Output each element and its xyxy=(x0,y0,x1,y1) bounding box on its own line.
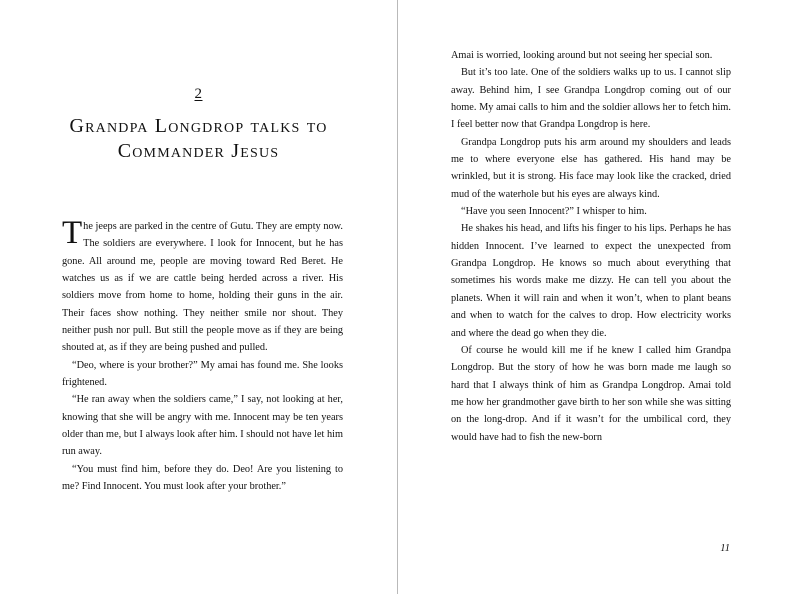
chapter-title-line-1: Grandpa Longdrop talks to xyxy=(69,115,328,137)
right-page-text xyxy=(451,47,731,446)
paragraph xyxy=(62,215,343,357)
paragraph-text: he jeeps are parked in the centre of Gutu. They are empty now. The soldiers are everywhere. I look for Innocent, but he has gone. All around me, people are moving toward Red Beret. He watches us as if we are cattle being herded across a river. His soldiers move from home to home, holding their guns in the air. Their faces show nothing. They neither smile nor shout. They neither push nor pull. But still the people move as if they are being shouted at, as if they are being pushed and pulled. xyxy=(62,221,343,354)
paragraph: Of course he would kill me if he knew I called him Grandpa Longdrop. But the story of how he was born made me laugh so hard that I always think of him as Grandpa Longdrop. Amai told me how her grandmother gave birth to her son while she was sitting on the long-drop. And if it wasn’t for the umbilical cord, they would have had to fish the new-born xyxy=(451,344,731,443)
drop-cap: T xyxy=(62,215,83,251)
paragraph: Amai is worried, looking around but not seeing her special son. xyxy=(451,50,713,61)
chapter-title xyxy=(40,114,357,164)
paragraph: “Have you seen Innocent?” I whisper to him. xyxy=(461,206,647,218)
paragraph: He shakes his head, and lifts his finger to his lips. Perhaps he has hidden Innocent. I’ve learned to expect the unexpected from Grandpa Longdrop. He knows so much about everything that sometimes his words make me dizzy. He can tell you about the planets. When it will rain and when it won’t, when to plant beans and when to watch for the calves to drop. How electricity works and where the dead go when they die. xyxy=(451,223,731,339)
paragraph: “You must find him, before they do. Deo! Are you listening to me? Find Innocent. You must look after your brother.” xyxy=(62,463,343,493)
left-page-text xyxy=(62,215,343,496)
page-number: 11 xyxy=(720,543,730,554)
right-page xyxy=(398,0,792,594)
chapter-title-line-2: Commander Jesus xyxy=(117,140,280,162)
paragraph: “He ran away when the soldiers came,” I say, not looking at her, knowing that she will be angry with me. Innocent may be ten years older than me, but I always look after him. I should not have let him run away. xyxy=(62,394,343,458)
paragraph: But it’s too late. One of the soldiers walks up to us. I cannot slip away. Behind him, I see Grandpa Longdrop coming out of our home. My amai calls to him and the soldier allows her to fetch him. I feel better now that Grandpa Longdrop is here. xyxy=(451,67,731,131)
paragraph: “Deo, where is your brother?” My amai has found me. She looks frightened. xyxy=(62,359,343,389)
chapter-number: 2 xyxy=(194,86,203,102)
paragraph: Grandpa Longdrop puts his arm around my shoulders and leads me to where everyone else has gathered. His hand may be wrinkled, but it is strong. His face may look like the cracked, dried mud of the waterhole but his eyes are always kind. xyxy=(451,136,731,200)
